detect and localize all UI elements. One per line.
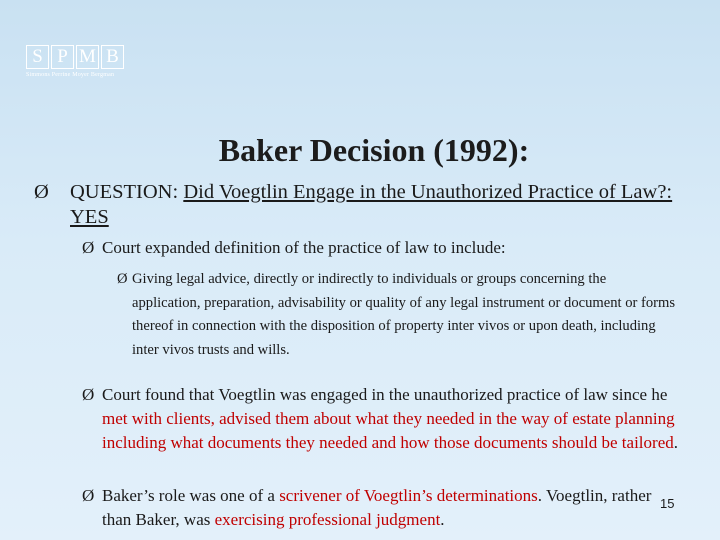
point-3-prefix: Baker’s role was one of a [102,486,280,505]
point-3-middle: . Voegtlin, rather than Baker, was [102,486,652,529]
logo-letters [26,45,126,69]
point-1-bullet [82,236,682,260]
page-number: 15 [660,496,675,511]
logo-letter: S [26,45,49,69]
point-3-text [82,484,682,532]
point-2-highlight: met with clients, advised them about what they needed in the way of estate planning including what documents they needed and how those documents should be tailored [102,409,675,452]
point-3-highlight-2: exercising professional judgment [214,510,441,529]
point-3-highlight-1: scrivener of Voegtlin’s determinations [279,486,538,505]
point-2-prefix: Court found that Voegtlin was engaged in the unauthorized practice of law since he [102,385,668,404]
point-3-bullet [82,484,682,532]
spmb-logo [26,45,126,78]
arrow-bullet-icon: Ø [117,271,128,287]
subpoint-bullet [117,268,677,362]
point-2-text [82,383,682,455]
question-bullet [34,180,674,230]
point-2-suffix: . [673,433,678,452]
point-2-bullet [82,383,682,455]
logo-letter: P [51,45,74,69]
point-3-suffix: . [440,510,445,529]
question-body: Did Voegtlin Engage in the Unauthorized Practice of Law?: YES [70,181,673,228]
logo-letter: M [76,45,99,69]
arrow-bullet-icon: Ø [82,238,95,257]
subpoint-text: Giving legal advice, directly or indirectly to individuals or groups concerning the application, preparation, advisability or quality of any legal instrument or document or forms thereof in connection with the disposition of property inter vivos or upon death, including inter vivos trusts and wills. [132,271,676,358]
question-text [34,180,674,230]
question-label: QUESTION: [70,181,184,203]
arrow-bullet-icon: Ø [82,486,95,505]
logo-subtitle: Simmons Perrine Moyer Bergman [26,72,115,78]
arrow-bullet-icon: Ø [34,181,49,203]
arrow-bullet-icon: Ø [82,385,95,404]
logo-letter: B [101,45,124,69]
point-1-text: Court expanded definition of the practice of law to include: [102,238,506,257]
slide-title: Baker Decision (1992): [218,132,530,168]
